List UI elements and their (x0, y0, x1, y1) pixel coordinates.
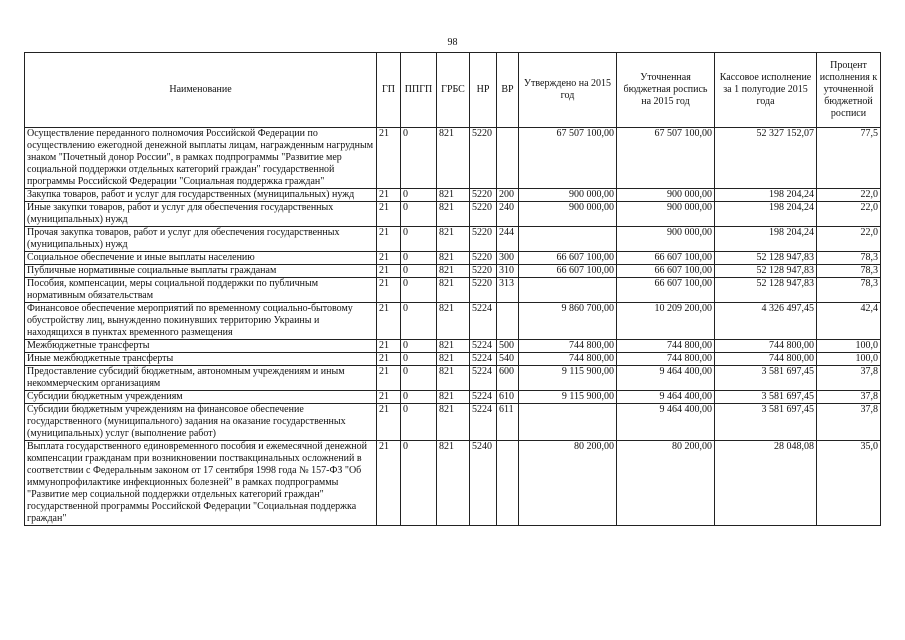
row-nr: 5220 (470, 202, 497, 227)
row-percent: 35,0 (817, 441, 881, 526)
header-approved: Утверждено на 2015 год (519, 53, 617, 128)
table-row (25, 265, 881, 278)
row-cash: 744 800,00 (715, 340, 817, 353)
row-revised: 9 464 400,00 (617, 366, 715, 391)
row-name: Публичные нормативные социальные выплаты гражданам (25, 265, 377, 278)
row-gp: 21 (377, 278, 401, 303)
row-percent: 37,8 (817, 366, 881, 391)
row-vr: 611 (497, 404, 519, 441)
row-name: Выплата государственного единовременного пособия и ежемесячной денежной компенсации гражданам при возникновении поствакцинальных осложнений в соответствии с Федеральным законом от 17 сентября 1998 года № 157-ФЗ "Об иммунопрофилактике инфекционных болезней" в рамках подпрограммы "Развитие мер социальной поддержки отдельных категорий граждан" государственной программы Российской Федерации "Социальная поддержка граждан" (25, 441, 377, 526)
row-grbs: 821 (437, 391, 470, 404)
row-approved: 744 800,00 (519, 353, 617, 366)
row-gp: 21 (377, 252, 401, 265)
row-grbs: 821 (437, 340, 470, 353)
row-approved: 9 115 900,00 (519, 391, 617, 404)
row-name: Финансовое обеспечение мероприятий по временному социально-бытовому обустройству лиц, вынужденно покинувших территорию Украины и находящихся в пунктах временного размещения (25, 303, 377, 340)
table-row (25, 303, 881, 340)
row-vr: 240 (497, 202, 519, 227)
table-row (25, 404, 881, 441)
row-vr: 244 (497, 227, 519, 252)
row-gp: 21 (377, 366, 401, 391)
row-ppgp: 0 (401, 278, 437, 303)
row-nr: 5220 (470, 128, 497, 189)
row-percent: 22,0 (817, 189, 881, 202)
row-percent: 78,3 (817, 265, 881, 278)
row-vr: 600 (497, 366, 519, 391)
row-revised: 10 209 200,00 (617, 303, 715, 340)
row-nr: 5240 (470, 441, 497, 526)
row-percent: 22,0 (817, 202, 881, 227)
row-name: Иные межбюджетные трансферты (25, 353, 377, 366)
table-row (25, 189, 881, 202)
row-vr: 200 (497, 189, 519, 202)
row-cash: 198 204,24 (715, 189, 817, 202)
row-name: Социальное обеспечение и иные выплаты населению (25, 252, 377, 265)
row-revised: 744 800,00 (617, 353, 715, 366)
row-ppgp: 0 (401, 353, 437, 366)
table-row (25, 227, 881, 252)
row-ppgp: 0 (401, 366, 437, 391)
row-cash: 198 204,24 (715, 227, 817, 252)
row-percent: 100,0 (817, 353, 881, 366)
row-ppgp: 0 (401, 128, 437, 189)
row-cash: 52 327 152,07 (715, 128, 817, 189)
row-name: Осуществление переданного полномочия Российской Федерации по осуществлению ежегодной денежной выплаты лицам, награжденным нагрудным знаком "Почетный донор России", в рамках подпрограммы "Развитие мер социальной поддержки отдельных категорий граждан" государственной программы Российской Федерации "Социальная поддержка граждан" (25, 128, 377, 189)
row-percent: 100,0 (817, 340, 881, 353)
row-cash: 4 326 497,45 (715, 303, 817, 340)
row-ppgp: 0 (401, 340, 437, 353)
row-revised: 900 000,00 (617, 202, 715, 227)
row-grbs: 821 (437, 227, 470, 252)
row-cash: 198 204,24 (715, 202, 817, 227)
table-row (25, 353, 881, 366)
row-grbs: 821 (437, 404, 470, 441)
row-cash: 3 581 697,45 (715, 391, 817, 404)
row-approved: 66 607 100,00 (519, 252, 617, 265)
row-nr: 5220 (470, 227, 497, 252)
row-vr: 300 (497, 252, 519, 265)
row-gp: 21 (377, 227, 401, 252)
row-ppgp: 0 (401, 202, 437, 227)
row-name: Субсидии бюджетным учреждениям на финансовое обеспечение государственного (муниципального) задания на оказание государственных (муниципальных) услуг (выполнение работ) (25, 404, 377, 441)
row-revised: 67 507 100,00 (617, 128, 715, 189)
row-ppgp: 0 (401, 252, 437, 265)
table-row (25, 441, 881, 526)
table-row (25, 366, 881, 391)
row-cash: 28 048,08 (715, 441, 817, 526)
row-cash: 52 128 947,83 (715, 278, 817, 303)
table-row (25, 252, 881, 265)
row-ppgp: 0 (401, 404, 437, 441)
row-grbs: 821 (437, 303, 470, 340)
row-approved: 900 000,00 (519, 202, 617, 227)
row-approved (519, 278, 617, 303)
row-gp: 21 (377, 340, 401, 353)
row-vr (497, 128, 519, 189)
row-ppgp: 0 (401, 265, 437, 278)
header-revised: Уточненная бюджетная роспись на 2015 год (617, 53, 715, 128)
row-ppgp: 0 (401, 391, 437, 404)
row-percent: 37,8 (817, 391, 881, 404)
row-gp: 21 (377, 391, 401, 404)
row-vr: 310 (497, 265, 519, 278)
row-nr: 5224 (470, 391, 497, 404)
row-revised: 66 607 100,00 (617, 278, 715, 303)
table-row (25, 340, 881, 353)
header-nr: НР (470, 53, 497, 128)
row-revised: 80 200,00 (617, 441, 715, 526)
row-cash: 3 581 697,45 (715, 366, 817, 391)
row-vr: 610 (497, 391, 519, 404)
row-name: Иные закупки товаров, работ и услуг для обеспечения государственных (муниципальных) нужд (25, 202, 377, 227)
row-gp: 21 (377, 404, 401, 441)
row-gp: 21 (377, 441, 401, 526)
header-vr: ВР (497, 53, 519, 128)
row-vr: 540 (497, 353, 519, 366)
row-cash: 52 128 947,83 (715, 265, 817, 278)
row-vr (497, 303, 519, 340)
row-ppgp: 0 (401, 189, 437, 202)
row-percent: 22,0 (817, 227, 881, 252)
row-grbs: 821 (437, 441, 470, 526)
header-grbs: ГРБС (437, 53, 470, 128)
table-row (25, 202, 881, 227)
row-revised: 900 000,00 (617, 227, 715, 252)
row-percent: 78,3 (817, 278, 881, 303)
row-vr: 500 (497, 340, 519, 353)
row-revised: 66 607 100,00 (617, 265, 715, 278)
row-approved (519, 404, 617, 441)
row-ppgp: 0 (401, 441, 437, 526)
row-approved: 67 507 100,00 (519, 128, 617, 189)
table-body (25, 128, 881, 526)
row-nr: 5224 (470, 340, 497, 353)
row-cash: 52 128 947,83 (715, 252, 817, 265)
budget-execution-table (24, 52, 881, 526)
table-row (25, 278, 881, 303)
row-revised: 9 464 400,00 (617, 404, 715, 441)
row-percent: 42,4 (817, 303, 881, 340)
row-name: Предоставление субсидий бюджетным, автономным учреждениям и иным некоммерческим организациям (25, 366, 377, 391)
row-name: Прочая закупка товаров, работ и услуг для обеспечения государственных (муниципальных) нужд (25, 227, 377, 252)
row-ppgp: 0 (401, 303, 437, 340)
row-approved (519, 227, 617, 252)
row-gp: 21 (377, 128, 401, 189)
row-vr (497, 441, 519, 526)
row-gp: 21 (377, 265, 401, 278)
row-ppgp: 0 (401, 227, 437, 252)
row-gp: 21 (377, 303, 401, 340)
row-cash: 3 581 697,45 (715, 404, 817, 441)
row-grbs: 821 (437, 353, 470, 366)
header-name: Наименование (25, 53, 377, 128)
row-nr: 5220 (470, 252, 497, 265)
row-grbs: 821 (437, 128, 470, 189)
row-grbs: 821 (437, 252, 470, 265)
row-grbs: 821 (437, 366, 470, 391)
row-gp: 21 (377, 189, 401, 202)
row-revised: 900 000,00 (617, 189, 715, 202)
row-nr: 5224 (470, 353, 497, 366)
table-header-row (25, 53, 881, 128)
header-cash: Кассовое исполнение за 1 полугодие 2015 года (715, 53, 817, 128)
row-approved: 9 860 700,00 (519, 303, 617, 340)
header-ppgp: ППГП (401, 53, 437, 128)
row-name: Закупка товаров, работ и услуг для государственных (муниципальных) нужд (25, 189, 377, 202)
row-percent: 77,5 (817, 128, 881, 189)
row-percent: 37,8 (817, 404, 881, 441)
row-name: Межбюджетные трансферты (25, 340, 377, 353)
row-grbs: 821 (437, 202, 470, 227)
row-approved: 900 000,00 (519, 189, 617, 202)
row-nr: 5220 (470, 278, 497, 303)
row-nr: 5224 (470, 366, 497, 391)
row-gp: 21 (377, 353, 401, 366)
table-row (25, 391, 881, 404)
row-revised: 9 464 400,00 (617, 391, 715, 404)
row-grbs: 821 (437, 265, 470, 278)
row-revised: 744 800,00 (617, 340, 715, 353)
row-revised: 66 607 100,00 (617, 252, 715, 265)
page-number: 98 (447, 37, 458, 48)
row-grbs: 821 (437, 278, 470, 303)
row-nr: 5220 (470, 189, 497, 202)
row-name: Пособия, компенсации, меры социальной поддержки по публичным нормативным обязательствам (25, 278, 377, 303)
row-approved: 744 800,00 (519, 340, 617, 353)
row-gp: 21 (377, 202, 401, 227)
header-percent: Процент исполнения к уточненной бюджетной росписи (817, 53, 881, 128)
row-name: Субсидии бюджетным учреждениям (25, 391, 377, 404)
row-cash: 744 800,00 (715, 353, 817, 366)
row-nr: 5224 (470, 404, 497, 441)
row-approved: 9 115 900,00 (519, 366, 617, 391)
row-percent: 78,3 (817, 252, 881, 265)
row-nr: 5220 (470, 265, 497, 278)
table-row (25, 128, 881, 189)
row-vr: 313 (497, 278, 519, 303)
row-nr: 5224 (470, 303, 497, 340)
row-grbs: 821 (437, 189, 470, 202)
header-gp: ГП (377, 53, 401, 128)
row-approved: 66 607 100,00 (519, 265, 617, 278)
row-approved: 80 200,00 (519, 441, 617, 526)
